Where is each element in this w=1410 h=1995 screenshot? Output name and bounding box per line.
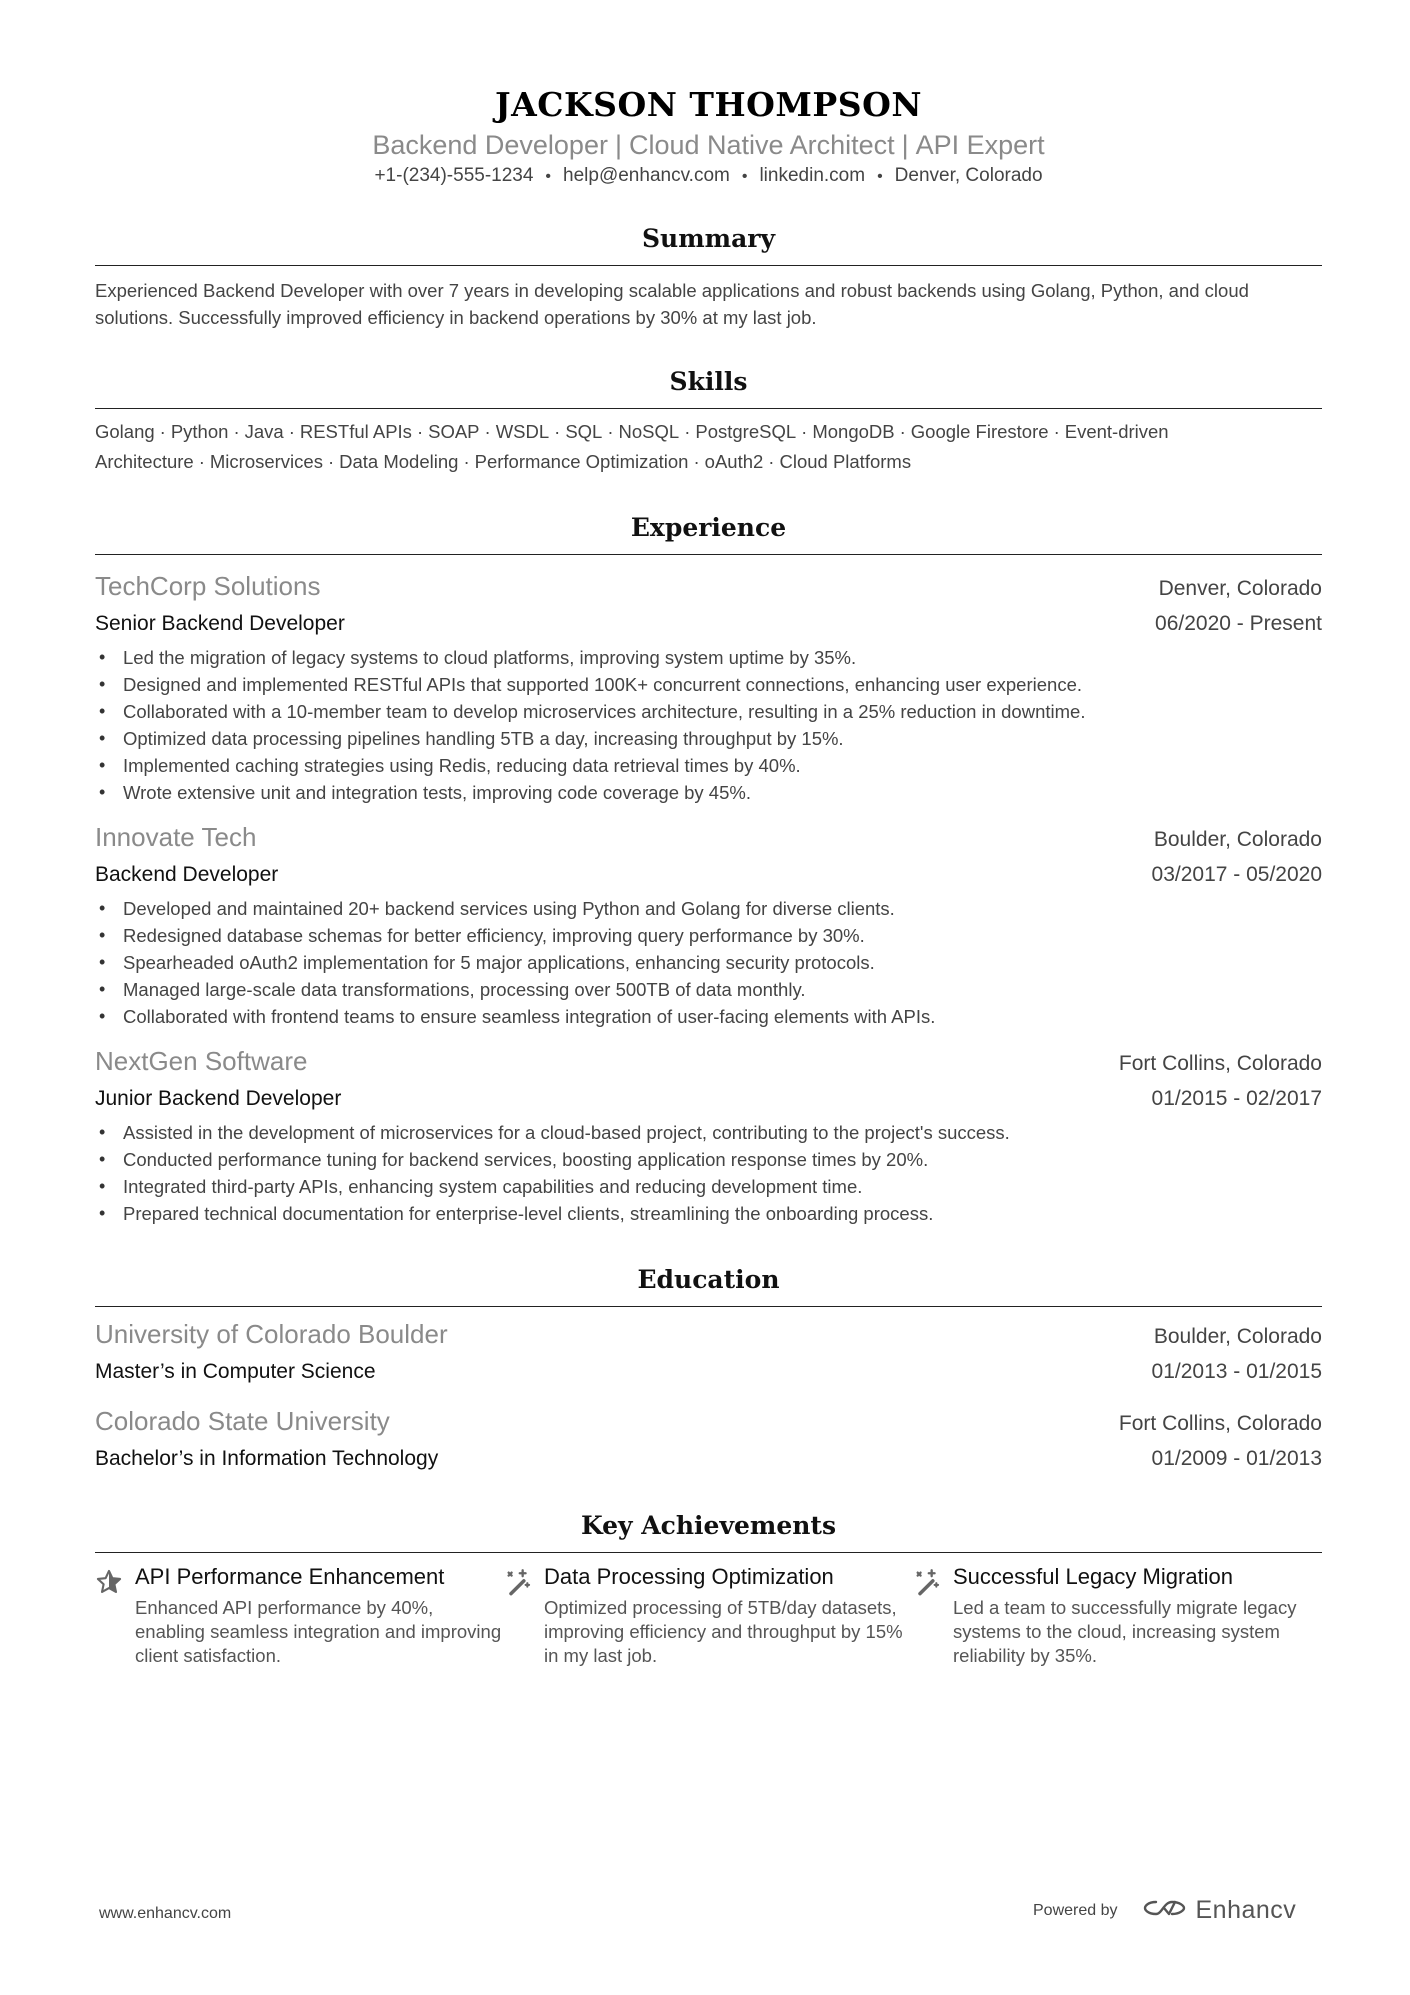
bullet-item: • Led the migration of legacy systems to cloud platforms, improving system uptime by 35%.: [95, 644, 1322, 671]
achievement-description: Led a team to successfully migrate legacy systems to the cloud, increasing system reliability by 35%.: [953, 1597, 1297, 1666]
degree: Bachelor’s in Information Technology: [95, 1447, 439, 1470]
skill-separator: ·: [327, 451, 335, 472]
job-location: Fort Collins, Colorado: [1118, 1052, 1322, 1075]
magic-wand-icon: [504, 1562, 544, 1668]
job-location: Boulder, Colorado: [1153, 828, 1322, 851]
bullet-item: • Redesigned database schemas for better efficiency, improving query performance by 30%.: [95, 922, 1322, 949]
contact-separator: •: [877, 168, 883, 185]
education-section: [95, 1263, 1322, 1477]
skill-separator: ·: [768, 451, 775, 472]
school-name: Colorado State University: [95, 1406, 390, 1436]
achievements-list: [95, 1562, 1322, 1668]
bullet-item: • Collaborated with a 10-member team to develop microservices architecture, resulting in a 25% reduction in downtime.: [95, 698, 1322, 725]
summary-text: Experienced Backend Developer with over 7 years in developing scalable applications and robust backends using Golang, Python, and cloud solutions. Successfully improved efficiency in backend operations by 30% at my last job.: [95, 280, 1249, 328]
skill-item: SOAP: [428, 421, 480, 442]
school-location: Fort Collins, Colorado: [1118, 1412, 1322, 1435]
footer-website-link[interactable]: www.enhancv.com: [99, 1905, 232, 1922]
achievement-title: Successful Legacy Migration: [953, 1564, 1234, 1589]
degree: Master’s in Computer Science: [95, 1360, 376, 1383]
enhancv-logo-icon: [1142, 1896, 1188, 1925]
bullet-item: • Assisted in the development of microservices for a cloud-based project, contributing to the project's success.: [95, 1119, 1322, 1146]
bullet-item: • Spearheaded oAuth2 implementation for 5 major applications, enhancing security protocols.: [95, 949, 1322, 976]
job-role: Senior Backend Developer: [95, 612, 345, 635]
job-bullets: [95, 644, 1322, 806]
skill-item: WSDL: [495, 421, 550, 442]
headline-separator: |: [901, 130, 909, 160]
headline-title: API Expert: [915, 130, 1045, 160]
bullet-item: • Optimized data processing pipelines handling 5TB a day, increasing throughput by 15%.: [95, 725, 1322, 752]
education-entry: [95, 1404, 1322, 1477]
contact-info: [95, 163, 1322, 190]
star-icon: [95, 1562, 135, 1668]
footer-branding: [1033, 1896, 1296, 1925]
contact-separator: •: [741, 168, 748, 185]
headline-title: Cloud Native Architect: [628, 130, 895, 160]
education-dates: 01/2013 - 01/2015: [1151, 1360, 1322, 1383]
job-entry: [95, 569, 1322, 806]
bullet-item: • Wrote extensive unit and integration tests, improving code coverage by 45%.: [95, 779, 1322, 806]
job-dates: 06/2020 - Present: [1155, 612, 1322, 635]
job-bullets: [95, 895, 1322, 1030]
skill-separator: ·: [233, 421, 240, 442]
job-entry: [95, 1044, 1322, 1227]
education-entry: [95, 1317, 1322, 1390]
achievement-item: [504, 1562, 913, 1668]
skill-item: Microservices: [209, 451, 323, 472]
job-role: Backend Developer: [95, 863, 279, 886]
skill-item: Cloud Platforms: [779, 451, 912, 472]
skill-item: Java: [244, 421, 284, 442]
skill-separator: ·: [463, 451, 470, 472]
skill-item: Google Firestore: [910, 421, 1049, 442]
headline: [95, 127, 1322, 163]
skill-separator: ·: [899, 421, 906, 442]
skill-item: Python: [170, 421, 229, 442]
email-link[interactable]: help@enhancv.com: [563, 165, 730, 186]
skill-item: SQL: [565, 421, 603, 442]
skill-separator: ·: [484, 421, 491, 442]
bullet-item: • Implemented caching strategies using Redis, reducing data retrieval times by 40%.: [95, 752, 1322, 779]
experience-heading: Experience: [95, 511, 1322, 555]
job-dates: 03/2017 - 05/2020: [1151, 863, 1322, 886]
bullet-item: • Managed large-scale data transformations, processing over 500TB of data monthly.: [95, 976, 1322, 1003]
skill-item: Data Modeling: [339, 451, 459, 472]
bullet-item: • Collaborated with frontend teams to ensure seamless integration of user-facing elements with APIs.: [95, 1003, 1322, 1030]
school-name: University of Colorado Boulder: [95, 1319, 448, 1349]
bullet-item: • Integrated third-party APIs, enhancing system capabilities and reducing development time.: [95, 1173, 1322, 1200]
achievement-item: [913, 1562, 1322, 1668]
job-bullets: [95, 1119, 1322, 1227]
bullet-item: • Developed and maintained 20+ backend services using Python and Golang for diverse clients.: [95, 895, 1322, 922]
achievement-description: Optimized processing of 5TB/day datasets, improving efficiency and throughput by 15% in my last job.: [544, 1597, 903, 1666]
job-role: Junior Backend Developer: [95, 1087, 342, 1110]
achievement-title: Data Processing Optimization: [544, 1564, 834, 1589]
skill-item: NoSQL: [618, 421, 680, 442]
achievement-description: Enhanced API performance by 40%, enabling seamless integration and improving client satisfaction.: [135, 1597, 502, 1666]
linkedin-link[interactable]: linkedin.com: [759, 165, 866, 186]
skills-heading: Skills: [95, 365, 1322, 409]
skill-item: RESTful APIs: [299, 421, 412, 442]
enhancv-brand-name: Enhancv: [1195, 1896, 1297, 1924]
education-dates: 01/2009 - 01/2013: [1151, 1447, 1322, 1470]
job-location: Denver, Colorado: [1158, 577, 1322, 600]
skill-separator: ·: [288, 421, 295, 442]
bullet-item: • Prepared technical documentation for enterprise-level clients, streamlining the onboarding process.: [95, 1200, 1322, 1227]
job-dates: 01/2015 - 02/2017: [1151, 1087, 1322, 1110]
skills-list: [95, 417, 1322, 477]
achievement-item: [95, 1562, 504, 1668]
skill-separator: ·: [159, 421, 166, 442]
company-name: Innovate Tech: [95, 822, 257, 852]
achievements-section: [95, 1509, 1322, 1668]
school-location: Boulder, Colorado: [1153, 1325, 1322, 1348]
bullet-item: • Designed and implemented RESTful APIs that supported 100K+ concurrent connections, enhancing user experience.: [95, 671, 1322, 698]
skill-separator: ·: [198, 451, 205, 472]
home-location: Denver, Colorado: [894, 165, 1043, 186]
resume-header: [95, 0, 1322, 190]
bullet-item: • Conducted performance tuning for backend services, boosting application response times by 20%.: [95, 1146, 1322, 1173]
achievements-heading: Key Achievements: [95, 1509, 1322, 1553]
skill-separator: ·: [554, 421, 561, 442]
experience-section: [95, 511, 1322, 1227]
headline-separator: |: [614, 130, 622, 160]
resume-page: [95, 0, 1322, 1668]
summary-heading: Summary: [95, 222, 1322, 266]
skill-separator: ·: [684, 421, 691, 442]
headline-title: Backend Developer: [372, 130, 608, 160]
skill-separator: ·: [416, 421, 424, 442]
skill-separator: ·: [1053, 421, 1060, 442]
phone: +1-(234)-555-1234: [374, 165, 534, 186]
skill-item: Golang: [95, 421, 155, 442]
skill-item: Event-driven Architecture: [95, 421, 1169, 472]
skill-item: oAuth2: [704, 451, 764, 472]
skill-separator: ·: [693, 451, 700, 472]
skill-separator: ·: [607, 421, 614, 442]
achievement-title: API Performance Enhancement: [135, 1564, 445, 1589]
summary-section: [95, 222, 1322, 331]
skill-item: PostgreSQL: [695, 421, 797, 442]
magic-wand-icon: [913, 1562, 953, 1668]
skills-section: [95, 365, 1322, 477]
skill-item: Performance Optimization: [474, 451, 689, 472]
contact-separator: •: [545, 168, 552, 185]
company-name: NextGen Software: [95, 1046, 308, 1076]
powered-by-label: Powered by: [1033, 1901, 1118, 1919]
skill-separator: ·: [801, 421, 808, 442]
education-heading: Education: [95, 1263, 1322, 1307]
company-name: TechCorp Solutions: [95, 571, 321, 601]
candidate-name: JACKSON THOMPSON: [495, 85, 922, 124]
skill-item: MongoDB: [812, 421, 895, 442]
job-entry: [95, 820, 1322, 1030]
